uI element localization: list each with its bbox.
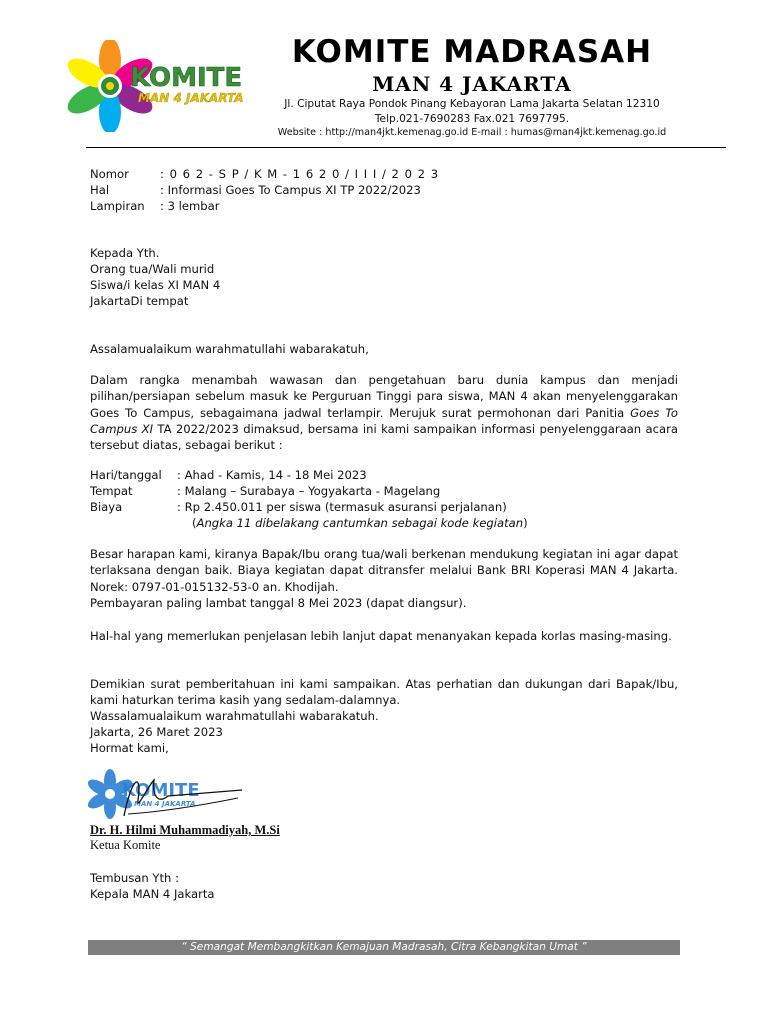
cost-note-close: )	[523, 516, 528, 530]
stamp-text-1: KOMITE	[122, 780, 200, 801]
cc-line-1: Kepala MAN 4 Jakarta	[90, 887, 215, 901]
nomor-label: Nomor	[90, 167, 129, 181]
hal-value: : Informasi Goes To Campus XI TP 2022/2023	[160, 183, 421, 197]
org-subtitle: MAN 4 JAKARTA	[372, 72, 572, 96]
paragraph-intro-italic: Goes To Campus XI	[90, 405, 679, 436]
paragraph-intro	[90, 372, 678, 453]
paragraph-closing: Demikian surat pemberitahuan ini kami sampaikan. Atas perhatian dan dukungan dari Bapak/Ibu, kami haturkan terima kasih yang sedalam-dalamnya.	[90, 677, 678, 708]
payment-deadline: Pembayaran paling lambat tanggal 8 Mei 2023 (dapat diangsur).	[90, 596, 467, 610]
signer-name: Dr. H. Hilmi Muhammadiyah, M.Si	[90, 823, 280, 837]
nomor-value: : 0 6 2 - S P / K M - 1 6 2 0 / I I I / 2 0 2 3	[160, 167, 440, 181]
header-divider	[86, 147, 726, 148]
logo-komite-text: KOMITE	[130, 63, 243, 93]
org-title: KOMITE MADRASAH	[291, 34, 653, 70]
paragraph-intro-b: TA 2022/2023 dimaksud, bersama ini kami sampaikan informasi penyelenggaraan acara tersebut diatas, sebagai berikut :	[90, 421, 678, 453]
regards: Hormat kami,	[90, 741, 169, 755]
cc-label: Tembusan Yth :	[90, 871, 179, 885]
lampiran-label: Lampiran	[90, 199, 145, 213]
signer-role: Ketua Komite	[90, 838, 161, 852]
date-value: : Ahad - Kamis, 14 - 18 Mei 2023	[177, 468, 367, 482]
org-address: Jl. Ciputat Raya Pondok Pinang Kebayoran Lama Jakarta Selatan 12310	[284, 98, 660, 110]
date-label: Hari/tanggal	[90, 468, 162, 482]
recipient-line-3: Siswa/i kelas XI MAN 4	[90, 278, 221, 292]
signature-icon	[88, 766, 248, 824]
lampiran-value: : 3 lembar	[160, 199, 220, 213]
paragraph-intro-a: Dalam rangka menambah wawasan dan pengetahuan baru dunia kampus dan menjadi pilihan/persiapan sebelum masuk ke Perguruan Tinggi para siswa, MAN 4 akan menyelenggarakan Goes To Campus, sebagaimana jadwal terlampir. Merujuk surat permohonan dari Panitia	[90, 373, 678, 420]
closing-salam: Wassalamualaikum warahmatullahi wabarakatuh.	[90, 709, 379, 723]
place-label: Tempat	[90, 484, 133, 498]
recipient-line-4: JakartaDi tempat	[90, 294, 189, 308]
cost-label: Biaya	[90, 500, 123, 514]
cost-note-open: (	[192, 516, 197, 530]
greeting: Assalamualaikum warahmatullahi wabarakatuh,	[90, 342, 369, 356]
flower-logo-icon	[62, 40, 252, 132]
recipient-line-2: Orang tua/Wali murid	[90, 262, 215, 276]
paragraph-contact: Hal-hal yang memerlukan penjelasan lebih lanjut dapat menanyakan kepada korlas masing-masing.	[90, 629, 672, 643]
paragraph-payment: Besar harapan kami, kiranya Bapak/Ibu orang tua/wali berkenan mendukung kegiatan ini agar dapat terlaksana dengan baik. Biaya kegiatan dapat ditransfer melalui Bank BRI Koperasi MAN 4 Jakarta. Norek: 0797-01-015132-53-0 an. Khodijah.	[90, 547, 678, 594]
org-website: Website : http://man4jkt.kemenag.go.id E-mail : humas@man4jkt.kemenag.go.id	[277, 127, 667, 138]
logo-subtext: MAN 4 JAKARTA	[138, 91, 244, 105]
hal-label: Hal	[90, 183, 110, 197]
place-date: Jakarta, 26 Maret 2023	[90, 725, 223, 739]
footer-motto: “ Semangat Membangkitkan Kemajuan Madrasah, Citra Kebangkitan Umat ”	[88, 940, 680, 955]
komite-logo	[62, 40, 252, 132]
recipient-line-1: Kepada Yth.	[90, 246, 160, 260]
cost-value: : Rp 2.450.011 per siswa (termasuk asuransi perjalanan)	[177, 500, 507, 514]
org-phone: Telp.021-7690283 Fax.021 7697795.	[374, 113, 570, 125]
cost-note-text: Angka 11 dibelakang cantumkan sebagai kode kegiatan	[196, 516, 524, 530]
cost-note	[192, 515, 528, 531]
signature-stamp	[88, 766, 248, 824]
stamp-text-2: MAN 4 JAKARTA	[134, 800, 196, 808]
place-value: : Malang – Surabaya – Yogyakarta - Magelang	[177, 484, 441, 498]
